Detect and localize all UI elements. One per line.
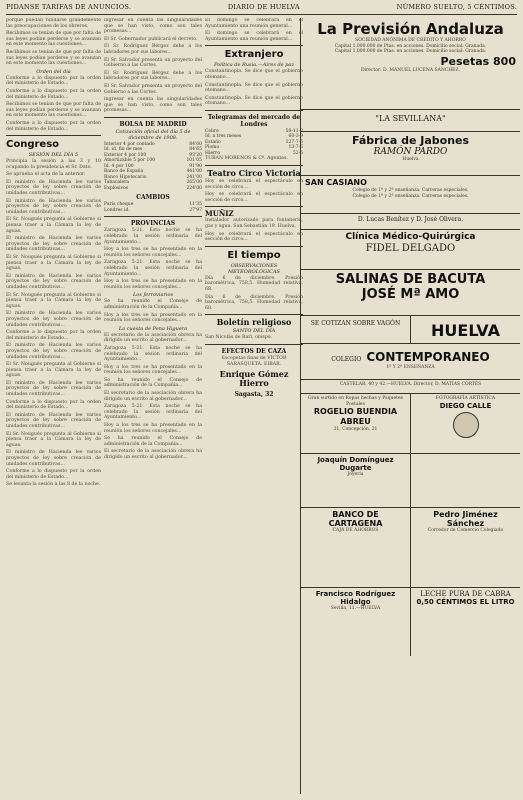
paragraph: Zaragoza 5-21. Esta noche se ha celebrado la sesión ordinaria del Ayuntamiento... bbox=[104, 404, 202, 421]
cambios-value: 27'97 bbox=[189, 207, 202, 213]
paragraph: Hoy se celebrará el espectáculo en sección de circo... bbox=[205, 179, 303, 190]
paragraph: El Sr. Gobernador publicará el decreto. bbox=[104, 36, 198, 42]
paragraph: Hoy a los tres se ha presentado en la reunión los señores concejales... bbox=[104, 247, 202, 258]
rogelio-addr: 21, Concepción, 21 bbox=[333, 427, 378, 432]
paragraph: Conforme a lo dispuesto por la orden del ministerio de Estado... bbox=[6, 75, 101, 87]
muniz-heading: MUÑIZ bbox=[205, 209, 234, 219]
paragraph: Escopetas finas de VÍCTOR SARASQUETA. EIBAR. bbox=[221, 355, 287, 367]
ad-leche bbox=[411, 588, 520, 656]
ad-cotizan bbox=[301, 316, 520, 344]
londres-label: Plomo bbox=[205, 145, 220, 151]
casiano-title: SAN CASIANO bbox=[305, 178, 367, 187]
londres-value: 127-7-6 bbox=[285, 139, 303, 145]
paragraph: Zaragoza 5-21. Esta noche se ha celebrado la sesión ordinaria del Ayuntamiento... bbox=[104, 345, 202, 363]
ad-cartagena bbox=[301, 508, 411, 587]
casiano-text: Colegio de 1ª y 2ª enseñanza. Carreras especiales. bbox=[352, 188, 469, 193]
jimenez-sub: Corredor de Comercio Colegiado bbox=[427, 528, 504, 533]
londres-label: Estaño bbox=[205, 139, 221, 145]
cambios-row bbox=[104, 208, 202, 214]
paragraph: Se aprueba el acta de la anterior. bbox=[6, 172, 86, 178]
paragraph: Hoy a los tres se ha presentado en la reunión los señores concejales... bbox=[104, 312, 202, 324]
column-1 bbox=[6, 18, 101, 794]
paragraph: El secretario de la asociación obrera ha dirigido un escrito al gobernador... bbox=[104, 332, 202, 344]
calle-name: DIEGO CALLE bbox=[439, 401, 492, 410]
paragraph: Hoy se celebrará el espectáculo en sección de circo... bbox=[205, 231, 303, 243]
efectos-heading: EFECTOS DE CAZA bbox=[221, 347, 287, 355]
paragraph: Conforme a lo dispuesto por la orden del ministerio de Estado... bbox=[6, 88, 101, 100]
paragraph: TUBAN MORENOS & Cº. Agentes. bbox=[205, 156, 288, 162]
paragraph: Se ha reunido el Consejo de administración de la Compañía... bbox=[104, 299, 202, 310]
subheading: La cuesta de Pena Higuera bbox=[118, 325, 188, 332]
subheading: Los ferroviarios bbox=[132, 292, 174, 299]
fotografia-label: FOTOGRAFÍA ARTÍSTICA bbox=[435, 396, 496, 401]
paragraph: Hoy se celebrará el espectáculo en sección de circo... bbox=[205, 192, 303, 203]
ad-fotografia bbox=[411, 394, 520, 453]
cambios-value: 11'35 bbox=[189, 202, 202, 208]
paragraph: Se ha reunido el Consejo de administración de la Compañía... bbox=[104, 436, 202, 447]
benitez-text: D. Lucas Benítez y D. José Olivera. bbox=[357, 216, 464, 223]
subheading: OBSERVACIONES METEOROLÓGICAS bbox=[228, 262, 280, 275]
divider bbox=[205, 165, 303, 166]
jimenez-name: Pedro Jiménez Sánchez bbox=[433, 510, 498, 528]
paragraph: El Sr. Nougués pregunta al Gobierno si piensa traer a la Cámara la ley de aguas. bbox=[6, 431, 101, 448]
paragraph: Constantinopla. Se dice que el gobierno otomano... bbox=[205, 69, 303, 80]
ad-dugarte bbox=[301, 454, 411, 507]
paragraph: Constantinopla. Se dice que el gobierno otomano... bbox=[205, 95, 303, 107]
cambios-label: París cheque bbox=[104, 202, 134, 208]
boletin-heading: Boletín religioso bbox=[216, 317, 292, 328]
session-heading: SESIÓN DEL DÍA 5 bbox=[28, 152, 79, 159]
leche-title: LECHE PURA DE CABRA bbox=[420, 590, 511, 598]
castelar-text: CASTELAR, 40 y 42.—HUELVA. Director, D. MATÍAS CORTÉS bbox=[339, 382, 482, 387]
ad-rodriguez bbox=[301, 588, 411, 656]
paragraph: El Sr. Nougués pregunta al Gobierno si piensa traer a la Cámara la ley de aguas. bbox=[6, 217, 101, 234]
gomez-heading: Enrique Gómez Hierro bbox=[219, 369, 289, 389]
cambios-heading: CAMBIOS bbox=[136, 194, 170, 202]
provincias-heading: PROVINCIAS bbox=[130, 220, 176, 228]
londres-label: Cobre bbox=[205, 128, 219, 134]
joyeria-label: Joyería bbox=[347, 472, 364, 477]
ad-empty bbox=[411, 454, 520, 507]
bolsa-value: 241'00 bbox=[186, 174, 202, 180]
paragraph: El domingo se celebrará en el Ayuntamiento una reunión general... bbox=[205, 18, 303, 29]
paragraph: El ministro de Hacienda lee varios proyectos de ley sobre creación de unidades contributivas... bbox=[6, 236, 101, 253]
bolsa-value: 84'60 bbox=[189, 141, 202, 147]
bolsa-label: Interior 4 por contado bbox=[104, 141, 155, 147]
paragraph: Hoy a los tres se ha presentado en la reunión los señores concejales... bbox=[104, 279, 202, 290]
paragraph: Conforme a lo dispuesto por la orden del ministerio de Estado... bbox=[6, 330, 101, 341]
paragraph: El ministro de Hacienda lee varios proyectos de ley sobre creación de unidades contributivas... bbox=[6, 412, 101, 430]
tiempo-heading: El tiempo bbox=[227, 249, 281, 261]
paragraph: Conforme a lo dispuesto por la orden del ministerio de Estado... bbox=[6, 120, 101, 132]
bolsa-value: 91'90 bbox=[189, 163, 202, 169]
subheading: SANTO DEL DÍA bbox=[232, 328, 276, 335]
paragraph: El ministro de Hacienda lee varios proyectos de ley sobre creación de unidades contributivas... bbox=[6, 380, 101, 398]
sagasta-heading: Sagasta, 32 bbox=[234, 391, 274, 399]
clinica-name: FIDEL DELGADO bbox=[365, 243, 456, 254]
bolsa-label: Id. id. fin de mes bbox=[104, 147, 143, 153]
paragraph: El Sr. Salvador presenta un proyecto del Gobierno a las Cortes. bbox=[104, 83, 202, 95]
bacuta-title: SALINAS DE BACUTA bbox=[335, 272, 486, 287]
bolsa-table bbox=[104, 142, 202, 192]
ad-row-rogelio bbox=[301, 394, 520, 454]
paragraph: El Sr. Nougués pregunta al Gobierno si piensa traer a la Cámara la ley de aguas. bbox=[6, 362, 101, 379]
prevision-title: La Previsión Andaluza bbox=[317, 20, 504, 38]
paragraph: Zaragoza 5-21. Esta noche se ha celebrado la sesión ordinaria del Ayuntamiento... bbox=[104, 260, 202, 277]
ad-fabrica bbox=[301, 132, 520, 176]
bolsa-label: Id. 4 por 100 bbox=[104, 163, 134, 169]
rogelio-pre: Gran surtido en Ropas hechas y Paquetes Postales bbox=[308, 396, 403, 407]
cotizan-text: SE COTIZAN SOBRE VAGÓN bbox=[301, 316, 411, 343]
ad-casiano bbox=[301, 176, 520, 214]
leche-price: 0,50 CÉNTIMOS EL LITRO bbox=[416, 598, 515, 606]
ad-sevillana bbox=[301, 110, 520, 132]
fabrica-title: Fábrica de Jabones bbox=[351, 134, 470, 147]
ad-bacuta bbox=[301, 270, 520, 316]
bolsa-value: 93'20 bbox=[189, 152, 202, 158]
circo-heading: Teatro Circo Victoria bbox=[207, 168, 301, 179]
bolsa-value: 224'00 bbox=[186, 185, 202, 191]
bolsa-heading: BOLSA DE MADRID bbox=[119, 120, 187, 128]
londres-value: 59-11-3 bbox=[285, 128, 303, 134]
bolsa-value: 265'00 bbox=[186, 180, 202, 186]
divider bbox=[205, 246, 303, 247]
masthead-tariffs: PIDANSE TARIFAS DE ANUNCIOS. bbox=[6, 3, 132, 11]
contemp-sub: 1ª Y 2ª ENSEÑANZA bbox=[386, 365, 435, 370]
ad-jimenez bbox=[411, 508, 520, 587]
divider bbox=[104, 216, 202, 217]
ad-row-cartagena bbox=[301, 508, 520, 588]
prevision-director: Director: D. MANUEL LUCENA SÁNCHEZ. bbox=[361, 67, 460, 73]
paragraph: El secretario de la asociación obrera ha dirigido un escrito al gobernador... bbox=[104, 391, 202, 402]
paragraph: Conforme a lo dispuesto por la orden del ministerio de Estado... bbox=[6, 469, 101, 480]
divider bbox=[205, 344, 303, 345]
telegramas-heading: Telegramas del mercado de Londres bbox=[207, 113, 301, 128]
column-2 bbox=[104, 18, 202, 794]
prevision-text: Capital 1.000.000 de Ptas. en acciones. Domicilio social: Granada. bbox=[334, 49, 487, 54]
paragraph: El ministro de Hacienda lee varios proyectos de ley sobre creación de unidades contributivas... bbox=[6, 198, 101, 215]
londres-value: 60-3-9 bbox=[288, 134, 303, 140]
cambios-table bbox=[104, 202, 202, 213]
paragraph: Recibimos se tenían de que por falta de sus leyes podían perderse y se avanzan en este momento las cuestiones... bbox=[6, 49, 101, 67]
ad-castelar bbox=[301, 380, 520, 394]
huelva-text: HUELVA bbox=[431, 321, 500, 340]
bolsa-label: Explosivos bbox=[104, 185, 129, 191]
ad-benitez bbox=[301, 214, 520, 230]
prevision-text: Capital 1.000.000 de Ptas. en acciones. Domicilio social: Granada. bbox=[334, 43, 487, 49]
bolsa-value: 101'05 bbox=[186, 158, 202, 164]
bolsa-label: Exterior 4 por 100 bbox=[104, 152, 147, 158]
ads-column bbox=[300, 18, 520, 794]
paragraph: Se ha reunido el Consejo de administración de la Compañía... bbox=[104, 377, 202, 389]
prevision-amount: Pesetas 800 bbox=[440, 54, 516, 68]
cartagena-sub: CAJA DE AHORROS bbox=[332, 528, 379, 533]
divider bbox=[205, 45, 303, 46]
londres-label: Hierro bbox=[205, 150, 221, 156]
paragraph: Se levanta la sesión a las 8 de la noche. bbox=[6, 482, 101, 488]
divider bbox=[205, 206, 303, 207]
casiano-text: Colegio de 1ª y 2ª enseñanza. Carreras especiales. bbox=[352, 193, 469, 199]
paragraph: Recibimos se tenían de que por falta de sus leyes podían perderse y se avanzan en este momento las cuestiones... bbox=[6, 102, 101, 119]
paragraph: ingresar en cuenta las singularidades que se han visto, como son tales promesas... bbox=[104, 97, 202, 114]
camera-icon bbox=[453, 412, 479, 438]
column-3 bbox=[205, 18, 303, 794]
londres-table bbox=[205, 129, 303, 157]
rogelio-name: ROGELIO BUENDIA ABREU bbox=[313, 407, 398, 426]
divider bbox=[205, 110, 303, 111]
rodriguez-name: Francisco Rodríguez Hidalgo bbox=[315, 590, 396, 606]
bolsa-row bbox=[104, 186, 202, 192]
rodriguez-sub: Sevilla, 11.—HUELVA bbox=[330, 606, 381, 611]
paragraph: Hoy a los tres se ha presentado en la reunión los señores concejales... bbox=[104, 364, 202, 376]
dugarte-name: Joaquín Domínguez Dugarte bbox=[317, 456, 394, 472]
paragraph: El Sr. Nougués pregunta al Gobierno si piensa traer a la Cámara la ley de aguas. bbox=[6, 292, 101, 309]
cartagena-title: BANCO DE CARTAGENA bbox=[328, 510, 383, 528]
londres-value: 52-6 bbox=[292, 150, 303, 156]
paragraph: Hoy a los tres se ha presentado en la reunión los señores concejales... bbox=[104, 423, 202, 434]
divider bbox=[104, 117, 202, 118]
extranjero-heading: Extranjero bbox=[224, 49, 284, 61]
paragraph: Recibimos se tenían de que por falta de sus leyes podían perderse y se avanzan en este momento las cuestiones... bbox=[6, 31, 101, 48]
bolsa-value: 441'00 bbox=[186, 169, 202, 175]
sevillana-title: "LA SEVILLANA" bbox=[375, 114, 446, 123]
paragraph: El ministro de Hacienda lee varios proyectos de ley sobre creación de unidades contributivas... bbox=[6, 450, 101, 467]
londres-value: 13-7-6 bbox=[288, 145, 303, 151]
divider bbox=[205, 314, 303, 315]
masthead bbox=[6, 0, 517, 15]
ad-clinica bbox=[301, 230, 520, 270]
paragraph: El ministro de Hacienda lee varios proyectos de ley sobre creación de unidades contributivas... bbox=[6, 179, 101, 197]
congreso-heading: Congreso bbox=[6, 139, 60, 151]
bolsa-value: 84'65 bbox=[189, 147, 202, 153]
paragraph: Día 6 de diciembre. Presión barométrica, 758,5. Humedad relativa, 68. bbox=[205, 294, 303, 311]
masthead-price: NÚMERO SUELTO, 5 CÉNTIMOS. bbox=[396, 3, 517, 11]
fabrica-city: Huelva bbox=[402, 157, 419, 162]
paragraph: ingresar en cuenta las singularidades que se han visto, como son tales promesas... bbox=[104, 18, 202, 35]
paragraph: El domingo se celebrará en el Ayuntamiento una reunión general... bbox=[205, 31, 303, 42]
paragraph: Principia la sesión a las 3 y 10 ocupando la presidencia el Sr. Dato. bbox=[6, 159, 101, 170]
paragraph: El Sr. Salvador presenta un proyecto del Gobierno a las Cortes. bbox=[104, 57, 202, 69]
paragraph: El Sr. Rodríguez Bérgez debe a los labradores por sus labores... bbox=[104, 44, 202, 55]
prevision-sub: SOCIEDAD ANÓNIMA DE CRÉDITO Y AHORRO bbox=[355, 38, 466, 43]
bolsa-label: Banco de España bbox=[104, 169, 144, 175]
bacuta-name: JOSÉ Mª AMO bbox=[361, 287, 460, 302]
cambios-label: Londres id. bbox=[104, 207, 130, 213]
bolsa-subheading: Cotización oficial del día 5 de diciembre de 1908. bbox=[115, 128, 191, 141]
paragraph: El Sr. Rodríguez Bérgez debe a los labradores por sus labores... bbox=[104, 70, 202, 82]
masthead-title: DIARIO DE HUELVA bbox=[227, 3, 300, 11]
section-heading: Orden del día bbox=[36, 68, 71, 75]
divider bbox=[6, 135, 101, 136]
ad-rogelio bbox=[301, 394, 411, 453]
ad-row-dugarte bbox=[301, 454, 520, 508]
clinica-title: Clínica Médico-Quirúrgica bbox=[345, 232, 476, 242]
fabrica-name: RAMÓN PARDO bbox=[373, 147, 448, 157]
paragraph: San Nicolás de Bari, obispo. bbox=[205, 335, 272, 341]
londres-label: Id. a tres meses bbox=[205, 134, 242, 140]
paragraph: El ministro de Hacienda lee varios proyectos de ley sobre creación de unidades contributivas... bbox=[6, 273, 101, 290]
paragraph: El ministro de Hacienda lee varios proyectos de ley sobre creación de unidades contributivas... bbox=[6, 311, 101, 328]
paragraph: Zaragoza 5-21. Esta noche se ha celebrado la sesión ordinaria del Ayuntamiento... bbox=[104, 228, 202, 245]
paragraph: Día 6 de diciembre. Presión barométrica, 758,5. Humedad relativa, 68. bbox=[205, 275, 303, 292]
bolsa-label: Amortizable 5 por 100 bbox=[104, 158, 156, 164]
bolsa-label: Banco Hipotecario bbox=[104, 174, 147, 180]
paragraph: El ministro de Hacienda lee varios proyectos de ley sobre creación de unidades contributivas... bbox=[6, 343, 101, 360]
paragraph: El secretario de la asociación obrera ha dirigido un escrito al gobernador... bbox=[104, 449, 202, 460]
paragraph: Constantinopla. Se dice que el gobierno otomano... bbox=[205, 82, 303, 94]
subheading: Política de Rusia.—Aires de paz bbox=[213, 62, 295, 69]
bolsa-label: Tabacalera bbox=[104, 180, 130, 186]
ad-prevision bbox=[301, 18, 520, 110]
paragraph: El Sr. Nougués pregunta al Gobierno si piensa traer a la Cámara la ley de aguas. bbox=[6, 255, 101, 272]
paragraph: porque puedan fundarse grandemente las preocupaciones de los obreros. bbox=[6, 18, 101, 29]
colegio-label: COLEGIO bbox=[331, 356, 362, 363]
contemporaneo-title: CONTEMPORANEO bbox=[366, 350, 490, 364]
ad-colegio bbox=[301, 344, 520, 380]
paragraph: Conforme a lo dispuesto por la orden del ministerio de Estado... bbox=[6, 399, 101, 411]
paragraph: Instalador autorizado para fontanería, gas y agua. San Sebastián 19. Huelva. bbox=[205, 218, 303, 229]
ad-row-leche bbox=[301, 588, 520, 656]
